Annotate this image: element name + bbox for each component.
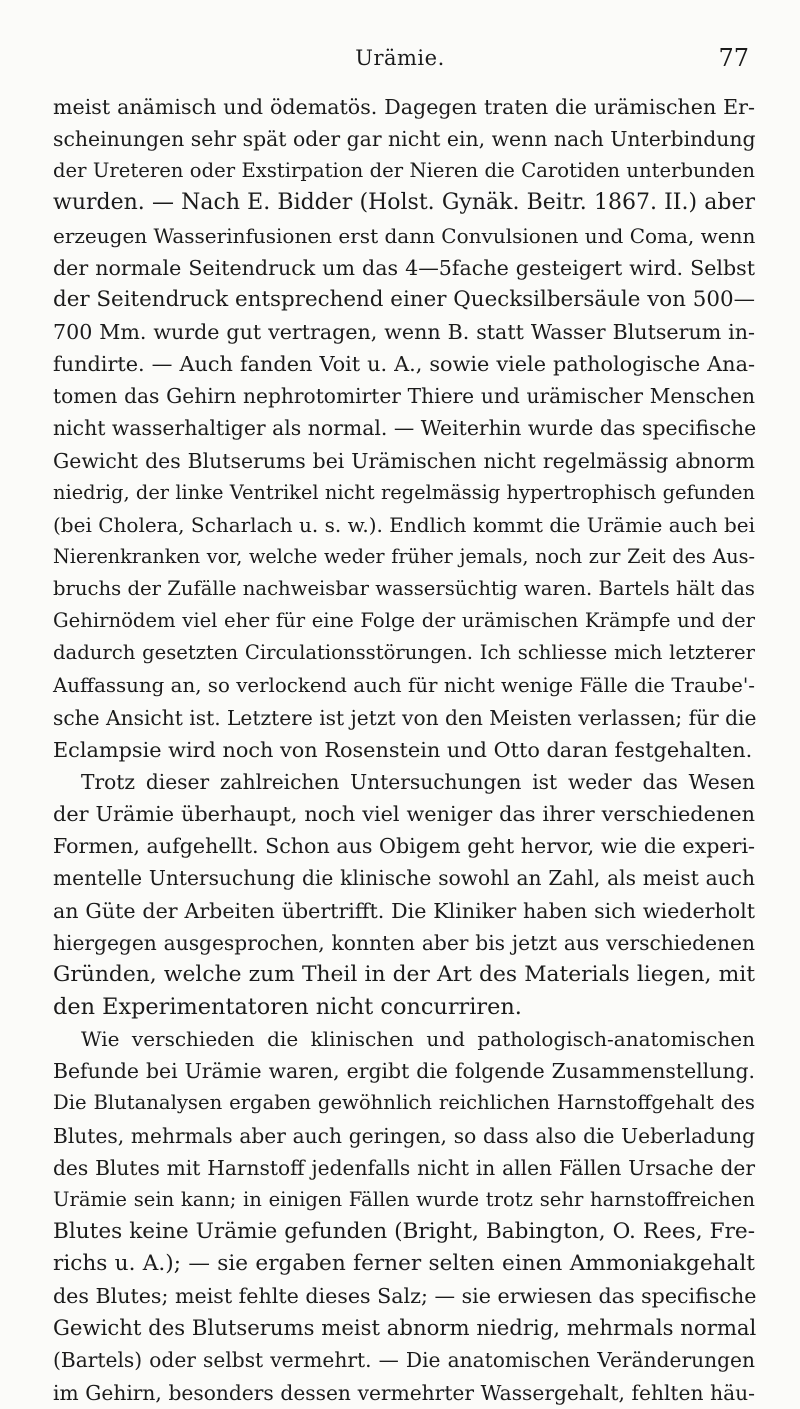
text-line: Blutes keine Urämie gefunden (Bright, Babington, O. Rees, Fre- <box>53 1218 755 1244</box>
text-line: (bei Cholera, Scharlach u. s. w.). Endlich kommt die Urämie auch bei <box>53 512 755 537</box>
text-line: Gewicht des Blutserums bei Urämischen nicht regelmässig abnorm <box>53 448 755 473</box>
text-line: an Güte der Arbeiten übertrifft. Die Kliniker haben sich wiederholt <box>53 898 755 923</box>
text-line: dadurch gesetzten Circulationsstörungen. Ich schliesse mich letzterer <box>53 641 755 665</box>
text-line: Formen, aufgehellt. Schon aus Obigem geht hervor, wie die experi- <box>53 834 755 859</box>
text-line: meist anämisch und ödematös. Dagegen traten die urämischen Er- <box>53 95 755 119</box>
text-line: Trotz dieser zahlreichen Untersuchungen ist weder das Wesen <box>81 769 755 794</box>
text-line: Urämie sein kann; in einigen Fällen wurde trotz sehr harnstoffreichen <box>53 1187 755 1211</box>
text-line: Gewicht des Blutserums meist abnorm niedrig, mehrmals normal <box>53 1315 757 1341</box>
text-line: niedrig, der linke Ventrikel nicht regelmässig hypertrophisch gefunden <box>53 480 755 504</box>
text-line: Befunde bei Urämie waren, ergibt die folgende Zusammenstellung. <box>53 1059 755 1084</box>
page-header <box>0 44 800 74</box>
text-line: Wie verschieden die klinischen und pathologisch-anatomischen <box>81 1027 755 1052</box>
text-line: Gründen, welche zum Theil in der Art des Materials liegen, mit <box>53 961 755 987</box>
text-line: tomen das Gehirn nephrotomirter Thiere und urämischer Menschen <box>53 384 755 409</box>
text-line: bruchs der Zufälle nachweisbar wassersüchtig waren. Bartels hält das <box>53 577 755 601</box>
text-line: den Experimentatoren nicht concurriren. <box>53 993 522 1020</box>
running-head: Urämie. <box>355 46 445 70</box>
text-line: des Blutes; meist fehlte dieses Salz; — sie erwiesen das specifische <box>53 1284 757 1309</box>
text-line: scheinungen sehr spät oder gar nicht ein, wenn nach Unterbindung <box>53 127 756 152</box>
body-text <box>53 91 755 1409</box>
text-line: der normale Seitendruck um das 4—5fache gesteigert wird. Selbst <box>53 255 755 280</box>
page-number: 77 <box>718 44 749 72</box>
text-line: Nierenkranken vor, welche weder früher jemals, noch zur Zeit des Aus- <box>53 544 755 568</box>
text-line: der Urämie überhaupt, noch viel weniger das ihrer verschiedenen <box>53 802 755 827</box>
text-line: Eclampsie wird noch von Rosenstein und Otto daran festgehalten. <box>53 737 753 762</box>
text-line: richs u. A.); — sie ergaben ferner selten einen Ammoniakgehalt <box>53 1251 755 1277</box>
text-line: erzeugen Wasserinfusionen erst dann Convulsionen und Coma, wenn <box>53 223 756 248</box>
text-line: der Ureteren oder Exstirpation der Nieren die Carotiden unterbunden <box>53 159 755 183</box>
text-line: fundirte. — Auch fanden Voit u. A., sowie viele pathologische Ana- <box>53 352 755 377</box>
text-line: Blutes, mehrmals aber auch geringen, so dass also die Ueberladung <box>53 1123 755 1148</box>
text-line: hiergegen ausgesprochen, konnten aber bis jetzt aus verschiedenen <box>53 930 755 955</box>
text-line: Die Blutanalysen ergaben gewöhnlich reichlichen Harnstoffgehalt des <box>53 1091 755 1115</box>
text-line: (Bartels) oder selbst vermehrt. — Die anatomischen Veränderungen <box>53 1348 755 1373</box>
text-line: Gehirnödem viel eher für eine Folge der urämischen Krämpfe und der <box>53 609 755 633</box>
text-line: 700 Mm. wurde gut vertragen, wenn B. statt Wasser Blutserum in- <box>53 319 755 344</box>
text-line: mentelle Untersuchung die klinische sowohl an Zahl, als meist auch <box>53 866 755 891</box>
text-line: der Seitendruck entsprechend einer Quecksilbersäule von 500— <box>53 286 755 312</box>
text-line: im Gehirn, besonders dessen vermehrter Wassergehalt, fehlten häu- <box>53 1380 755 1405</box>
text-line: wurden. — Nach E. Bidder (Holst. Gynäk. Beitr. 1867. II.) aber <box>53 190 755 216</box>
text-line: sche Ansicht ist. Letztere ist jetzt von den Meisten verlassen; für die <box>53 705 757 730</box>
text-line: Auffassung an, so verlockend auch für nicht wenige Fälle die Traube'- <box>53 673 755 697</box>
text-line: nicht wasserhaltiger als normal. — Weiterhin wurde das specifische <box>53 416 757 441</box>
text-line: des Blutes mit Harnstoff jedenfalls nicht in allen Fällen Ursache der <box>53 1155 755 1180</box>
